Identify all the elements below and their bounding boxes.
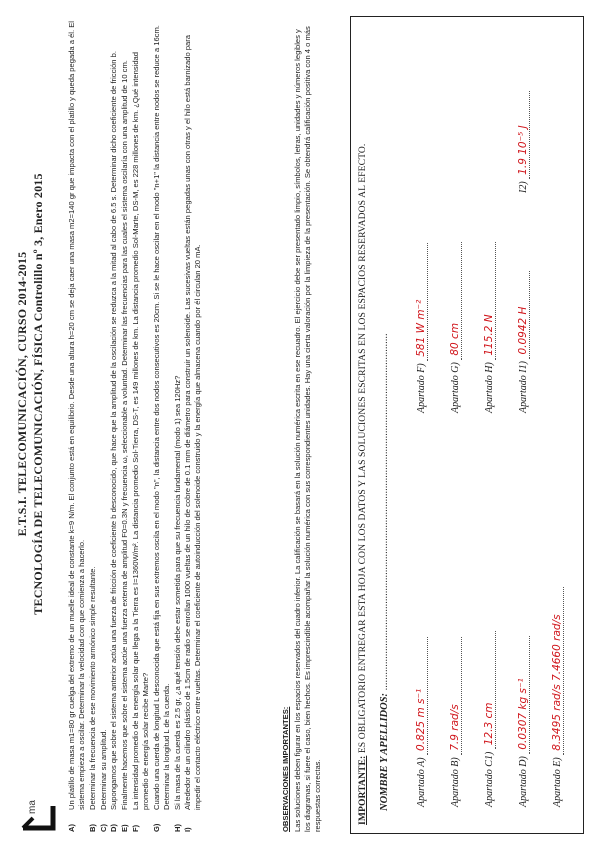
problem-text: Determinar su amplitud. — [98, 729, 108, 810]
answer-label: Apartado I1) — [518, 361, 529, 413]
answer-label: Apartado C1) — [484, 751, 495, 807]
problem-item — [120, 20, 130, 832]
answer-label: Apartado H) — [484, 362, 495, 413]
problem-text: Cuando una cuerda de longitud L desconocida que está fija en sus extremos oscila en el modo "n", la distancia entre dos nodos consecutivos es 20cm. Si se le hace oscilar en el modo "n+1" la distancia entre nodos se reduce a 16cm. Determinar la longitud L de la cuerda. — [151, 25, 171, 810]
problem-item — [131, 20, 151, 832]
problem-label: D) — [109, 823, 119, 832]
problem-label: G) — [151, 823, 161, 832]
answer-value: 0.0307 kg s⁻¹ — [517, 636, 530, 754]
answer-value: 8.3495 rad/s 7.4660 rad/s — [551, 587, 564, 755]
problem-label: C) — [98, 823, 108, 832]
answer-value: 0.0942 H — [517, 271, 530, 359]
answer-g[interactable] — [449, 242, 462, 413]
name-field[interactable] — [379, 333, 390, 811]
answer-b[interactable] — [449, 637, 462, 807]
problem-item — [67, 20, 87, 832]
problem-item — [88, 20, 98, 832]
answer-label: Apartado F) — [416, 363, 427, 413]
answer-a[interactable] — [415, 637, 428, 807]
problem-label: F) — [130, 824, 140, 832]
problem-label: B) — [87, 823, 97, 832]
important-notice — [357, 25, 368, 825]
answer-h[interactable] — [483, 242, 496, 413]
problem-text: Alrededor de un cilindro plástico de 1.5cm de radio se enrollan 1000 vueltas de un hilo de cobre de 0.1 mm de diámetro para construir un solenoide. Las sucesivas vueltas están pegadas unas con otras y el hilo está barnizado para impedir el contacto eléctrico entre vueltas. Determinar el coeficiente de autoinducción del solenoide construido y la energía que almacena cuando por él circulan 20 mA. — [183, 34, 203, 810]
important-label: IMPORTANTE: — [357, 755, 368, 825]
answer-label: Apartado A) — [416, 757, 427, 807]
problem-label: E) — [120, 824, 130, 832]
observations-title: OBSERVACIONES IMPORTANTES: — [281, 706, 290, 832]
problem-text: Finalmente hacemos que sobre el sistema actúe una fuerza externa de amplitud F0=0.3N y frecuencia ω, seleccionable a voluntad. Determinar las frecuencias para las cuales el sistema oscilaría con una amplitud de 10 cm. — [120, 60, 130, 810]
answer-i1[interactable] — [517, 271, 530, 413]
important-text: ES OBLIGATORIO ENTREGAR ESTA HOJA CON LOS DATOS Y LAS SOLUCIONES ESCRITAS EN LOS ESPACIOS RESERVADOS AL EFECTO. — [357, 143, 368, 756]
logo-text: ma — [27, 800, 38, 814]
course-header: E.T.S.I. TELECOMUNICACIÓN, CURSO 2014-2015 — [15, 251, 29, 537]
problem-text: Supongamos que sobre el sistema anterior actúa una fuerza de fricción de coeficiente b desconocido, que hace que la amplitud de la oscilación se reduzca a la mitad al cabo de 6.5 s. Determinar dicho coeficiente de fricción b. — [109, 51, 119, 810]
problem-item — [152, 20, 172, 832]
problem-label: I) — [183, 827, 193, 832]
answer-label: Apartado E) — [552, 757, 563, 807]
answer-value: 115.2 N — [483, 242, 496, 360]
answer-i2[interactable] — [517, 91, 530, 193]
answer-d[interactable] — [517, 636, 530, 807]
problem-item — [99, 20, 109, 832]
exam-sheet — [5, 4, 595, 844]
problem-item — [183, 20, 203, 832]
problem-label: A) — [67, 823, 76, 832]
problem-list — [67, 20, 204, 832]
answer-value: 7.9 rad/s — [449, 637, 462, 755]
problem-text: Si la masa de la cuerda es 2.5 gr, ¿a qué tensión debe estar sometida para que su frecuencia fundamental (modo 1) sea 120Hz? — [172, 375, 182, 810]
answer-label: Apartado B) — [450, 757, 461, 807]
answer-label: Apartado G) — [450, 362, 461, 413]
university-logo — [19, 802, 59, 832]
exam-title: TECNOLOGÍA DE TELECOMUNICACIÓN, FÍSICA Controlillo nº 3, Enero 2015 — [31, 173, 45, 615]
answer-label: I2) — [518, 181, 529, 193]
answer-value: 1.9 10⁻⁵ J — [517, 91, 530, 179]
answer-c1[interactable] — [483, 631, 496, 807]
name-dots: ........................................................................................................................................ — [379, 333, 390, 691]
answer-value: 0.825 m s⁻¹ — [415, 637, 428, 755]
problem-text: Un platillo de masa m1=80 gr cuelga del extremo de un muelle ideal de constante k=9 N/m. El conjunto está en equilibrio. Desde una altura h=20 cm se deja caer una masa m2=140 gr que impacta con el platillo y queda pegada a él. El sistema empieza a oscilar. Determinar la velocidad con que comienza a hacerlo. — [67, 21, 87, 810]
problem-text: Determinar la frecuencia de ese movimiento armónico simple resultante. — [87, 566, 97, 810]
problem-item — [109, 20, 119, 832]
observations-text: Las soluciones deben figurar en los espacios reservados del cuadro inferior. La calificación se basará en la solución numérica escrita en ese recuadro. El ejercicio debe ser presentado limpio, símbolos, letras, unidades y números legibles y los diagramas, si fuere el caso, bien hechos. Es imprescindible acompañar la solución numérica con sus correspondientes unidades. Hay una cierta valoración por la limpieza de la presentación. Se obtendrá calificación positiva con 4 o más respuestas correctas. — [293, 26, 322, 832]
answer-f[interactable] — [415, 243, 428, 413]
problem-text: La intensidad promedio de la energía solar que llega a la Tierra es I=1360W/m². La distancia promedio Sol-Tierra, DS-T, es 149 millones de km. La distancia promedio Sol-Marte, DS-M, es 228 millones de km. ¿Qué intensidad promedio de energía solar recibe Marte? — [130, 52, 150, 810]
answer-box — [350, 16, 584, 834]
observations — [281, 20, 323, 832]
problem-item — [173, 20, 183, 832]
name-label: NOMBRE Y APELLIDOS: — [379, 692, 390, 811]
answer-value: 581 W m⁻² — [415, 243, 428, 361]
answer-value: 80 cm — [449, 242, 462, 360]
problem-label: H) — [172, 823, 182, 832]
answer-value: 12.3 cm — [483, 631, 496, 749]
answer-e[interactable] — [551, 587, 564, 807]
answer-label: Apartado D) — [518, 756, 529, 807]
